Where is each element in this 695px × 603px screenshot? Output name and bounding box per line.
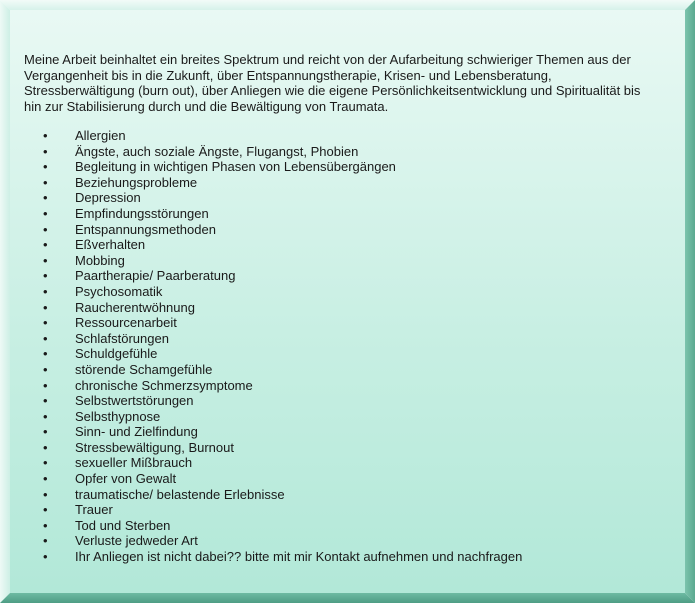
bullet-icon: • <box>43 268 48 284</box>
list-item-label: Psychosomatik <box>75 283 163 299</box>
text-content <box>24 52 660 565</box>
list-item-label: Stressbewältigung, Burnout <box>75 439 234 455</box>
list-item <box>24 190 660 206</box>
bullet-icon: • <box>43 128 48 143</box>
list-item-label: Paartherapie/ Paarberatung <box>75 268 236 284</box>
list-item-label: Depression <box>75 190 141 206</box>
list-item <box>24 455 660 471</box>
list-item-label: Beziehungsprobleme <box>75 174 198 190</box>
list-item-label: Trauer <box>75 502 113 518</box>
list-item <box>24 518 660 534</box>
list-item <box>24 284 660 300</box>
list-item-label: Raucherentwöhnung <box>75 299 195 315</box>
list-item <box>24 487 660 503</box>
list-item-label: Allergien <box>75 128 126 143</box>
bullet-icon: • <box>43 205 48 221</box>
list-item <box>24 144 660 160</box>
list-item-label: Ihr Anliegen ist nicht dabei?? bitte mit mir Kontakt aufnehmen und nachfragen <box>75 549 523 565</box>
list-item <box>24 128 660 144</box>
list-item <box>24 331 660 347</box>
list-item <box>24 159 660 175</box>
list-item-label: Empfindungsstörungen <box>75 205 209 221</box>
bullet-icon: • <box>43 393 48 409</box>
list-item-label: Schuldgefühle <box>75 346 158 362</box>
list-item <box>24 315 660 331</box>
list-item <box>24 393 660 409</box>
list-item <box>24 346 660 362</box>
frame-bevel-bottom <box>0 593 695 603</box>
list-item <box>24 175 660 191</box>
list-item <box>24 424 660 440</box>
list-item-label: traumatische/ belastende Erlebnisse <box>75 486 285 502</box>
topic-list <box>24 128 660 565</box>
bullet-icon: • <box>43 439 48 455</box>
list-item-label: Mobbing <box>75 252 125 268</box>
list-item <box>24 222 660 238</box>
list-item <box>24 378 660 394</box>
list-item-label: Ressourcenarbeit <box>75 315 177 331</box>
bullet-icon: • <box>43 502 48 518</box>
bullet-icon: • <box>43 330 48 346</box>
list-item <box>24 440 660 456</box>
list-item-label: Selbsthypnose <box>75 408 161 424</box>
bullet-icon: • <box>43 315 48 331</box>
bullet-icon: • <box>43 408 48 424</box>
bullet-icon: • <box>43 361 48 377</box>
bullet-icon: • <box>43 174 48 190</box>
list-item-label: Selbstwertstörungen <box>75 393 194 409</box>
bullet-icon: • <box>43 190 48 206</box>
frame-bevel-right <box>685 0 695 603</box>
list-item-label: Schlafstörungen <box>75 330 169 346</box>
list-item <box>24 362 660 378</box>
bullet-icon: • <box>43 455 48 471</box>
bullet-icon: • <box>43 283 48 299</box>
list-item <box>24 409 660 425</box>
bullet-icon: • <box>43 143 48 159</box>
list-item-label: Sinn- und Zielfindung <box>75 424 198 440</box>
bullet-icon: • <box>43 237 48 253</box>
frame-bevel-top <box>0 0 695 10</box>
list-item-label: Entspannungsmethoden <box>75 221 216 237</box>
list-item-label: Tod und Sterben <box>75 517 171 533</box>
list-item <box>24 206 660 222</box>
list-item-label: sexueller Mißbrauch <box>75 455 193 471</box>
list-item-label: Eßverhalten <box>75 237 146 253</box>
content-panel <box>10 10 685 593</box>
list-item <box>24 268 660 284</box>
list-item-label: Begleitung in wichtigen Phasen von Lebensübergängen <box>75 159 396 175</box>
list-item-label: Ängste, auch soziale Ängste, Flugangst, Phobien <box>75 143 359 159</box>
bullet-icon: • <box>43 377 48 393</box>
bullet-icon: • <box>43 549 48 565</box>
list-item-label: chronische Schmerzsymptome <box>75 377 253 393</box>
list-item <box>24 549 660 565</box>
list-item-label: Verluste jedweder Art <box>75 533 198 549</box>
list-item <box>24 300 660 316</box>
bullet-icon: • <box>43 346 48 362</box>
list-item <box>24 533 660 549</box>
list-item <box>24 253 660 269</box>
frame-bevel-left <box>0 0 10 603</box>
bullet-icon: • <box>43 159 48 175</box>
bullet-icon: • <box>43 299 48 315</box>
bullet-icon: • <box>43 486 48 502</box>
bullet-icon: • <box>43 424 48 440</box>
list-item-label: störende Schamgefühle <box>75 361 213 377</box>
list-item <box>24 237 660 253</box>
list-item-label: Opfer von Gewalt <box>75 471 177 487</box>
bullet-icon: • <box>43 471 48 487</box>
bullet-icon: • <box>43 252 48 268</box>
bullet-icon: • <box>43 221 48 237</box>
bullet-icon: • <box>43 533 48 549</box>
list-item <box>24 502 660 518</box>
list-item <box>24 471 660 487</box>
bullet-icon: • <box>43 517 48 533</box>
intro-paragraph: Meine Arbeit beinhaltet ein breites Spektrum und reicht von der Aufarbeitung schwieriger Themen aus der Vergangenheit bis in die Zukunft, über Entspannungstherapie, Krisen- und Lebensberatung, Stressberwältigung (burn out), über Anliegen wie die eigene Persönlichkeitsentwicklung und Spiritualität bis hin zur Stabilisierung durch und die Bewältigung von Traumata. <box>24 52 641 114</box>
